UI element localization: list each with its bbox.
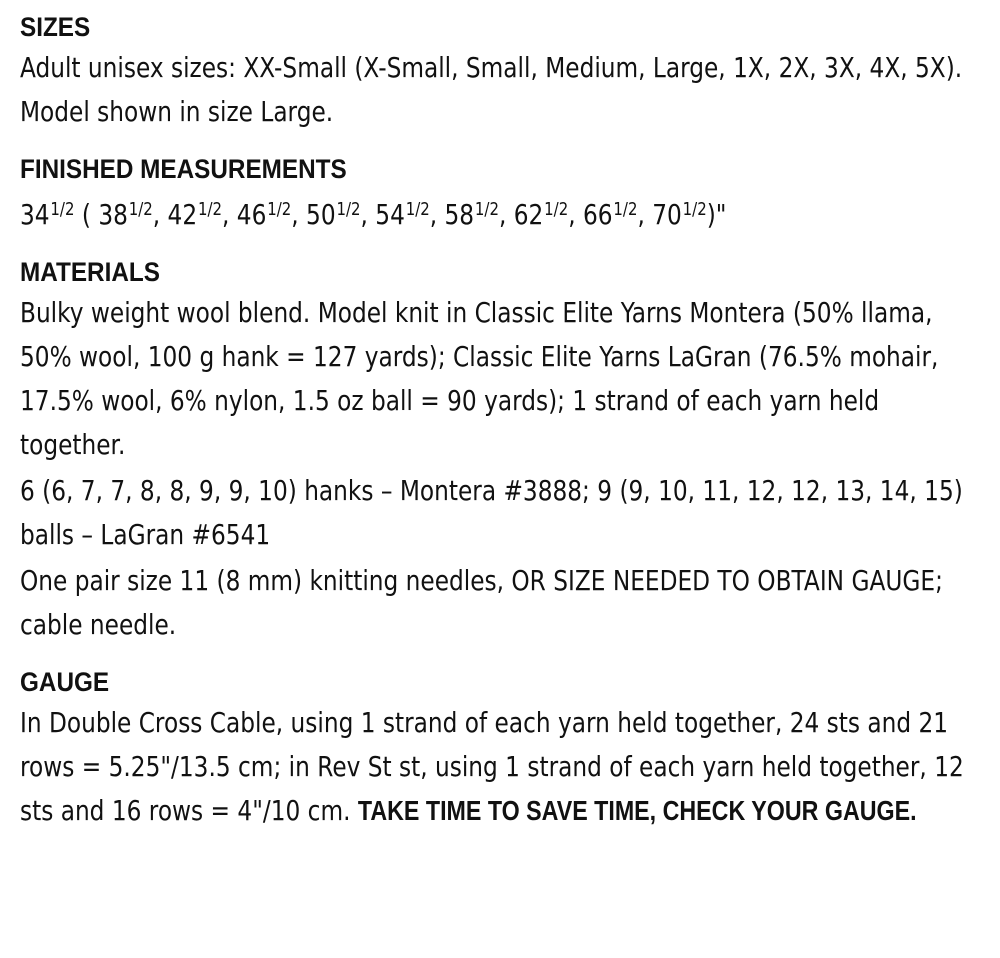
measurement-66 bbox=[583, 198, 637, 231]
measurement-separator: , bbox=[637, 198, 653, 231]
measurement-fraction: 1/2 bbox=[474, 199, 499, 220]
measurement-fraction: 1/2 bbox=[682, 199, 707, 220]
measurement-whole: 34 bbox=[20, 198, 50, 231]
measurement-38 bbox=[98, 198, 152, 231]
gauge-body: In Double Cross Cable, using 1 strand of each yarn held together, 24 sts and 21 rows = 5.25"/13.5 cm; in Rev St st, using 1 strand of each yarn held together, 12 sts and 16 rows = 4"/10 cm. bbox=[20, 706, 964, 827]
measurement-whole: 70 bbox=[652, 198, 682, 231]
sizes-text: Adult unisex sizes: XX-Small (X-Small, Small, Medium, Large, 1X, 2X, 3X, 4X, 5X). Model shown in size Large. bbox=[20, 51, 963, 128]
gauge-section bbox=[20, 663, 990, 833]
measurement-70 bbox=[652, 198, 706, 231]
sizes-heading: SIZES bbox=[20, 12, 91, 42]
measurement-whole: 46 bbox=[236, 198, 267, 231]
measurement-58 bbox=[445, 198, 499, 231]
measurement-whole: 54 bbox=[375, 198, 405, 231]
pattern-specs-document bbox=[20, 8, 990, 849]
measurement-whole: 50 bbox=[306, 198, 336, 231]
measurement-fraction: 1/2 bbox=[336, 199, 361, 220]
measurement-separator: , bbox=[360, 198, 376, 231]
measurement-fraction: 1/2 bbox=[405, 199, 430, 220]
yarn-balls-line: balls – LaGran #6541 bbox=[20, 518, 271, 551]
needles-text: One pair size 11 (8 mm) knitting needles, OR SIZE NEEDED TO OBTAIN GAUGE; cable needle. bbox=[20, 564, 943, 641]
measurement-whole: 38 bbox=[98, 198, 128, 231]
gauge-emphasis: TAKE TIME TO SAVE TIME, CHECK YOUR GAUGE. bbox=[357, 795, 917, 826]
finished-measurements-values bbox=[20, 188, 991, 237]
measurement-50 bbox=[306, 198, 360, 231]
measurement-34 bbox=[20, 198, 74, 231]
measurement-fraction: 1/2 bbox=[128, 199, 153, 220]
measurement-unit: " bbox=[715, 198, 727, 231]
measurement-separator: , bbox=[291, 198, 307, 231]
gauge-heading: GAUGE bbox=[20, 667, 110, 697]
materials-heading: MATERIALS bbox=[20, 257, 160, 287]
measurement-whole: 62 bbox=[513, 198, 544, 231]
measurement-close-paren: ) bbox=[706, 198, 716, 231]
measurement-fraction: 1/2 bbox=[544, 199, 569, 220]
measurement-fraction: 1/2 bbox=[50, 199, 75, 220]
measurement-separator: , bbox=[152, 198, 168, 231]
measurement-whole: 58 bbox=[444, 198, 475, 231]
measurement-separator: , bbox=[498, 198, 514, 231]
measurement-separator: ( bbox=[81, 198, 91, 231]
measurement-whole: 42 bbox=[167, 198, 198, 231]
measurement-54 bbox=[375, 198, 429, 231]
measurement-42 bbox=[168, 198, 222, 231]
measurement-fraction: 1/2 bbox=[197, 199, 223, 220]
measurement-whole: 66 bbox=[582, 198, 613, 231]
sizes-section bbox=[20, 8, 990, 134]
measurement-separator: , bbox=[222, 198, 237, 231]
measurement-46 bbox=[237, 198, 291, 231]
yarn-quantity-line: 6 (6, 7, 7, 8, 8, 9, 9, 10) hanks – Montera #3888; 9 (9, 10, 11, 12, 12, 13, 14, 15) bbox=[20, 474, 963, 507]
measurement-separator: , bbox=[568, 198, 583, 231]
measurement-fraction: 1/2 bbox=[267, 199, 292, 220]
gauge-text bbox=[20, 701, 991, 833]
materials-section bbox=[20, 253, 990, 647]
measurement-separator: , bbox=[429, 198, 445, 231]
measurement-62 bbox=[514, 198, 568, 231]
yarn-description: Bulky weight wool blend. Model knit in Classic Elite Yarns Montera (50% llama, 50% wool, 100 g hank = 127 yards); Classic Elite Yarns LaGran (76.5% mohair, 17.5% wool, 6% nylon, 1.5 oz ball = 90 yards); 1 strand of each yarn held together. bbox=[20, 296, 939, 461]
finished-measurements-section bbox=[20, 150, 990, 237]
finished-measurements-heading: FINISHED MEASUREMENTS bbox=[20, 154, 347, 184]
measurement-fraction: 1/2 bbox=[613, 199, 638, 220]
